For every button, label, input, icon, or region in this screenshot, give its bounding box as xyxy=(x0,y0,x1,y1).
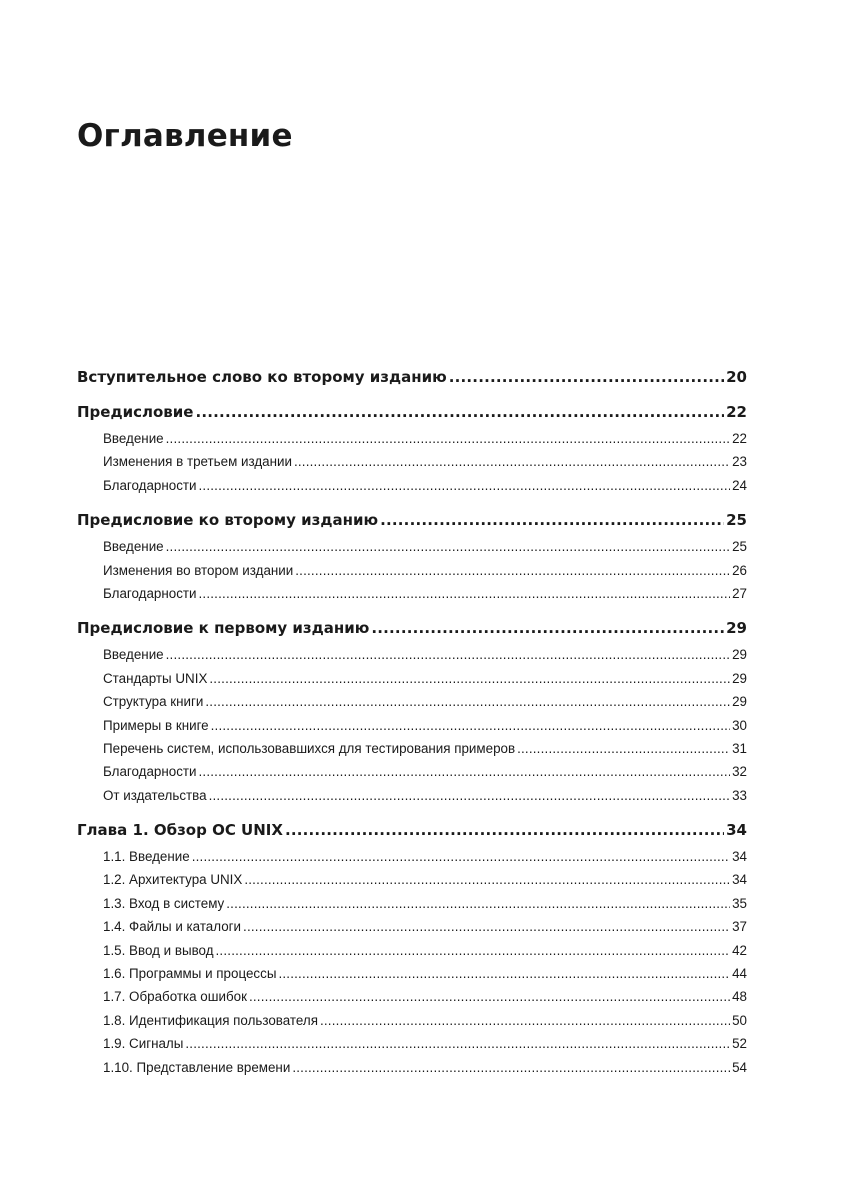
toc-page-number: 29 xyxy=(732,647,747,663)
toc-subsection-entry[interactable] xyxy=(77,915,747,938)
dot-leader xyxy=(199,582,731,605)
toc-page-number: 34 xyxy=(732,872,747,888)
toc-subsection-entry[interactable] xyxy=(77,714,747,737)
toc-page-number: 23 xyxy=(732,454,747,470)
dot-leader xyxy=(380,509,724,532)
toc-subsection-entry[interactable] xyxy=(77,784,747,807)
dot-leader xyxy=(209,667,730,690)
toc-subsection-entry[interactable] xyxy=(77,559,747,582)
toc-page-number: 27 xyxy=(732,585,747,601)
table-of-contents xyxy=(77,366,747,1091)
toc-page-number: 22 xyxy=(726,403,747,421)
dot-leader xyxy=(211,714,730,737)
dot-leader xyxy=(244,868,730,891)
toc-section xyxy=(77,509,747,605)
toc-page-number: 29 xyxy=(732,670,747,686)
dot-leader xyxy=(166,643,730,666)
toc-page-number: 25 xyxy=(732,539,747,555)
toc-entry-title: Вступительное слово ко второму изданию xyxy=(77,368,447,386)
toc-subsection-entry[interactable] xyxy=(77,535,747,558)
dot-leader xyxy=(371,617,724,640)
dot-leader xyxy=(278,962,730,985)
toc-subsection-entry[interactable] xyxy=(77,582,747,605)
dot-leader xyxy=(517,737,730,760)
toc-section xyxy=(77,617,747,807)
toc-entry-title: 1.8. Идентификация пользователя xyxy=(103,1012,318,1028)
dot-leader xyxy=(449,366,724,389)
toc-entry-title: 1.4. Файлы и каталоги xyxy=(103,919,242,935)
toc-entry-title: Введение xyxy=(103,647,164,663)
dot-leader xyxy=(216,939,731,962)
toc-subsection-entry[interactable] xyxy=(77,690,747,713)
toc-subsection-entry[interactable] xyxy=(77,737,747,760)
toc-subsection-entry[interactable] xyxy=(77,1056,747,1079)
dot-leader xyxy=(199,760,731,783)
toc-page-number: 29 xyxy=(726,619,747,638)
toc-section-heading[interactable] xyxy=(77,509,747,532)
toc-page-number: 22 xyxy=(732,431,747,446)
dot-leader xyxy=(294,450,730,473)
toc-entry-title: 1.9. Сигналы xyxy=(103,1036,184,1052)
dot-leader xyxy=(249,985,730,1008)
toc-entry-title: 1.5. Ввод и вывод xyxy=(103,942,214,958)
toc-subsection-entry[interactable] xyxy=(77,1032,747,1055)
dot-leader xyxy=(192,845,730,868)
toc-page-number: 44 xyxy=(732,966,747,982)
toc-entry-title: Изменения в третьем издании xyxy=(103,454,292,470)
toc-subsection-entry[interactable] xyxy=(77,643,747,666)
dot-leader xyxy=(209,784,731,807)
dot-leader xyxy=(166,427,730,450)
toc-page-number: 25 xyxy=(726,511,747,530)
toc-entry-title: Примеры в книге xyxy=(103,717,209,733)
dot-leader xyxy=(285,819,724,842)
dot-leader xyxy=(320,1009,730,1032)
toc-page-number: 31 xyxy=(732,740,747,756)
toc-page-number: 33 xyxy=(732,787,747,803)
dot-leader xyxy=(185,1032,730,1055)
toc-subsection-entry[interactable] xyxy=(77,892,747,915)
toc-entry-title: Предисловие к первому изданию xyxy=(77,619,370,638)
toc-entry-title: 1.1. Введение xyxy=(103,849,190,865)
toc-page-number: 24 xyxy=(732,477,747,493)
toc-subsection-entry[interactable] xyxy=(77,667,747,690)
toc-page-number: 34 xyxy=(726,821,747,840)
toc-entry-title: Благодарности xyxy=(103,764,197,780)
toc-section-heading[interactable] xyxy=(77,366,747,389)
toc-entry-title: Изменения во втором издании xyxy=(103,562,294,578)
toc-page-number: 37 xyxy=(732,919,747,935)
dot-leader xyxy=(199,474,731,497)
dot-leader xyxy=(226,892,730,915)
toc-page-number: 35 xyxy=(732,895,747,911)
toc-subsection-entry[interactable] xyxy=(77,845,747,868)
toc-page-number: 50 xyxy=(732,1012,747,1028)
dot-leader xyxy=(195,401,724,424)
toc-entry-title: Глава 1. Обзор ОС UNIX xyxy=(77,821,283,840)
toc-entry-title: Благодарности xyxy=(103,477,197,493)
toc-page-number: 26 xyxy=(732,562,747,578)
toc-page-number: 52 xyxy=(732,1036,747,1052)
toc-entry-title: Предисловие ко второму изданию xyxy=(77,511,379,530)
toc-page-number: 42 xyxy=(732,942,747,958)
toc-page-number: 29 xyxy=(732,694,747,710)
toc-entry-title: 1.7. Обработка ошибок xyxy=(103,989,247,1005)
toc-page-number: 32 xyxy=(732,764,747,780)
dot-leader xyxy=(243,915,730,938)
toc-subsection-entry[interactable] xyxy=(77,962,747,985)
toc-page-number: 48 xyxy=(732,989,747,1005)
dot-leader xyxy=(295,559,730,582)
toc-entry-title: 1.6. Программы и процессы xyxy=(103,966,277,982)
toc-entry-title: 1.2. Архитектура UNIX xyxy=(103,872,243,888)
toc-section-heading[interactable] xyxy=(77,617,747,640)
toc-section xyxy=(77,401,747,497)
toc-subsection-entry[interactable] xyxy=(77,450,747,473)
toc-subsection-entry[interactable] xyxy=(77,939,747,962)
toc-subsection-entry[interactable] xyxy=(77,760,747,783)
toc-entry-title: Структура книги xyxy=(103,694,204,710)
toc-entry-title: Перечень систем, использовавшихся для тестирования примеров xyxy=(103,740,516,756)
toc-entry-title: Благодарности xyxy=(103,585,197,601)
toc-section xyxy=(77,366,747,389)
toc-entry-title: Введение xyxy=(103,431,164,446)
toc-page-number: 20 xyxy=(726,368,747,386)
toc-section-heading[interactable] xyxy=(77,401,747,424)
dot-leader xyxy=(205,690,730,713)
toc-entry-title: Предисловие xyxy=(77,403,194,421)
toc-entry-title: Введение xyxy=(103,539,164,555)
toc-subsection-entry[interactable] xyxy=(77,474,747,497)
toc-subsection-entry[interactable] xyxy=(77,427,747,450)
toc-subsection-entry[interactable] xyxy=(77,985,747,1008)
dot-leader xyxy=(166,535,730,558)
toc-entry-title: 1.10. Представление времени xyxy=(103,1059,291,1075)
toc-section xyxy=(77,819,747,1079)
toc-entry-title: Стандарты UNIX xyxy=(103,670,208,686)
toc-subsection-entry[interactable] xyxy=(77,868,747,891)
dot-leader xyxy=(292,1056,730,1079)
toc-section-heading[interactable] xyxy=(77,819,747,842)
toc-entry-title: 1.3. Вход в систему xyxy=(103,895,225,911)
toc-entry-title: От издательства xyxy=(103,787,207,803)
toc-page-number: 34 xyxy=(732,849,747,865)
toc-page-number: 54 xyxy=(732,1059,747,1075)
toc-page-number: 30 xyxy=(732,717,747,733)
page-title: Оглавление xyxy=(77,118,293,154)
toc-subsection-entry[interactable] xyxy=(77,1009,747,1032)
